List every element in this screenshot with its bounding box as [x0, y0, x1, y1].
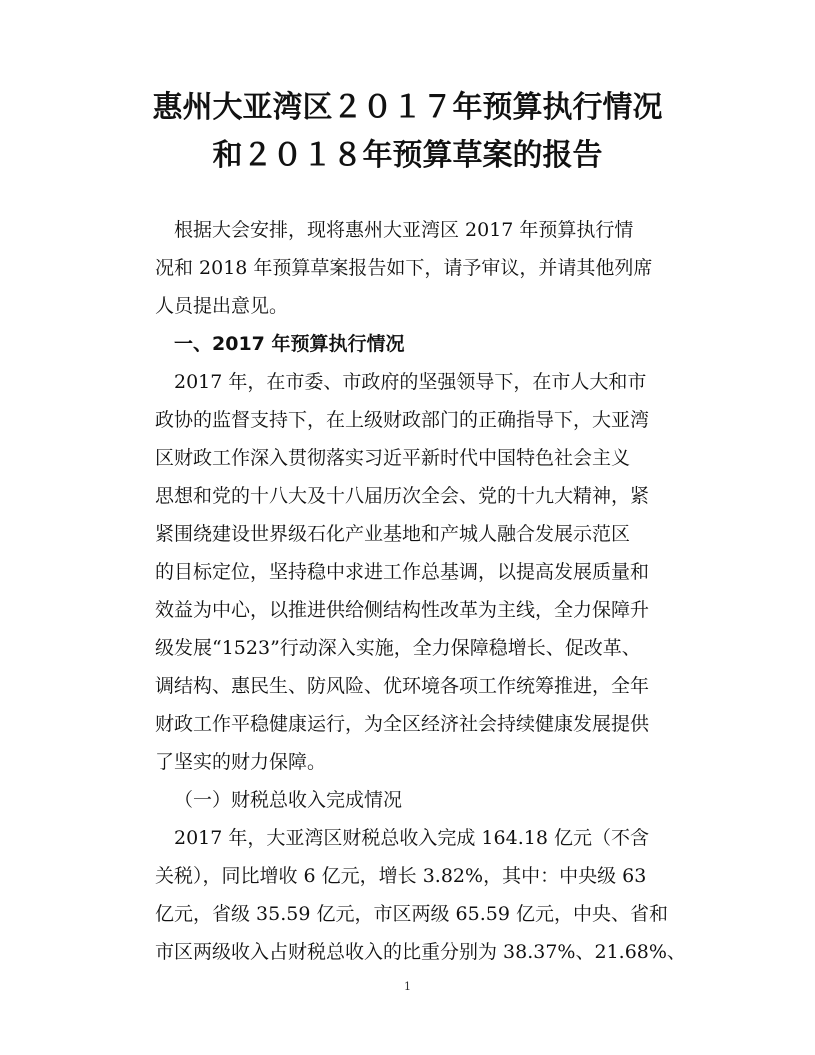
paragraph-line: 财政工作平稳健康运行，为全区经济社会持续健康发展提供 [155, 713, 650, 735]
page-number: 1 [404, 980, 411, 993]
paragraph-line: 了坚实的财力保障。 [155, 751, 327, 773]
paragraph-line: 调结构、惠民生、防风险、优环境各项工作统筹推进，全年 [155, 675, 650, 697]
paragraph-line: 2017 年，在市委、市政府的坚强领导下，在市人大和市 [174, 371, 647, 393]
report-title-line-1: 惠州大亚湾区２０１７年预算执行情况 [152, 90, 663, 125]
intro-line: 况和 2018 年预算草案报告如下，请予审议，并请其他列席 [155, 257, 653, 279]
paragraph-line: 区财政工作深入贯彻落实习近平新时代中国特色社会主义 [155, 447, 631, 469]
subsection-heading: （一）财税总收入完成情况 [174, 789, 403, 811]
paragraph-line: 思想和党的十八大及十八届历次全会、党的十九大精神，紧 [155, 485, 650, 507]
intro-line: 人员提出意见。 [155, 295, 289, 317]
section-heading: 一、2017 年预算执行情况 [174, 333, 405, 355]
intro-line: 根据大会安排，现将惠州大亚湾区 2017 年预算执行情 [174, 219, 634, 241]
paragraph-line: 效益为中心，以推进供给侧结构性改革为主线，全力保障升 [155, 599, 650, 621]
paragraph-line: 市区两级收入占财税总收入的比重分别为 38.37%、21.68%、 [155, 941, 686, 963]
paragraph-line: 亿元，省级 35.59 亿元，市区两级 65.59 亿元，中央、省和 [155, 903, 668, 925]
paragraph-line: 的目标定位，坚持稳中求进工作总基调，以提高发展质量和 [155, 561, 650, 583]
paragraph-line: 级发展“1523”行动深入实施，全力保障稳增长、促改革、 [155, 637, 641, 659]
paragraph-line: 紧围绕建设世界级石化产业基地和产城人融合发展示范区 [155, 523, 631, 545]
paragraph-line: 政协的监督支持下，在上级财政部门的正确指导下，大亚湾 [155, 409, 650, 431]
paragraph-line: 关税），同比增收 6 亿元，增长 3.82%，其中：中央级 63 [155, 865, 647, 887]
report-title-line-2: 和２０１８年预算草案的报告 [212, 138, 603, 173]
paragraph-line: 2017 年，大亚湾区财税总收入完成 164.18 亿元（不含 [174, 827, 649, 849]
